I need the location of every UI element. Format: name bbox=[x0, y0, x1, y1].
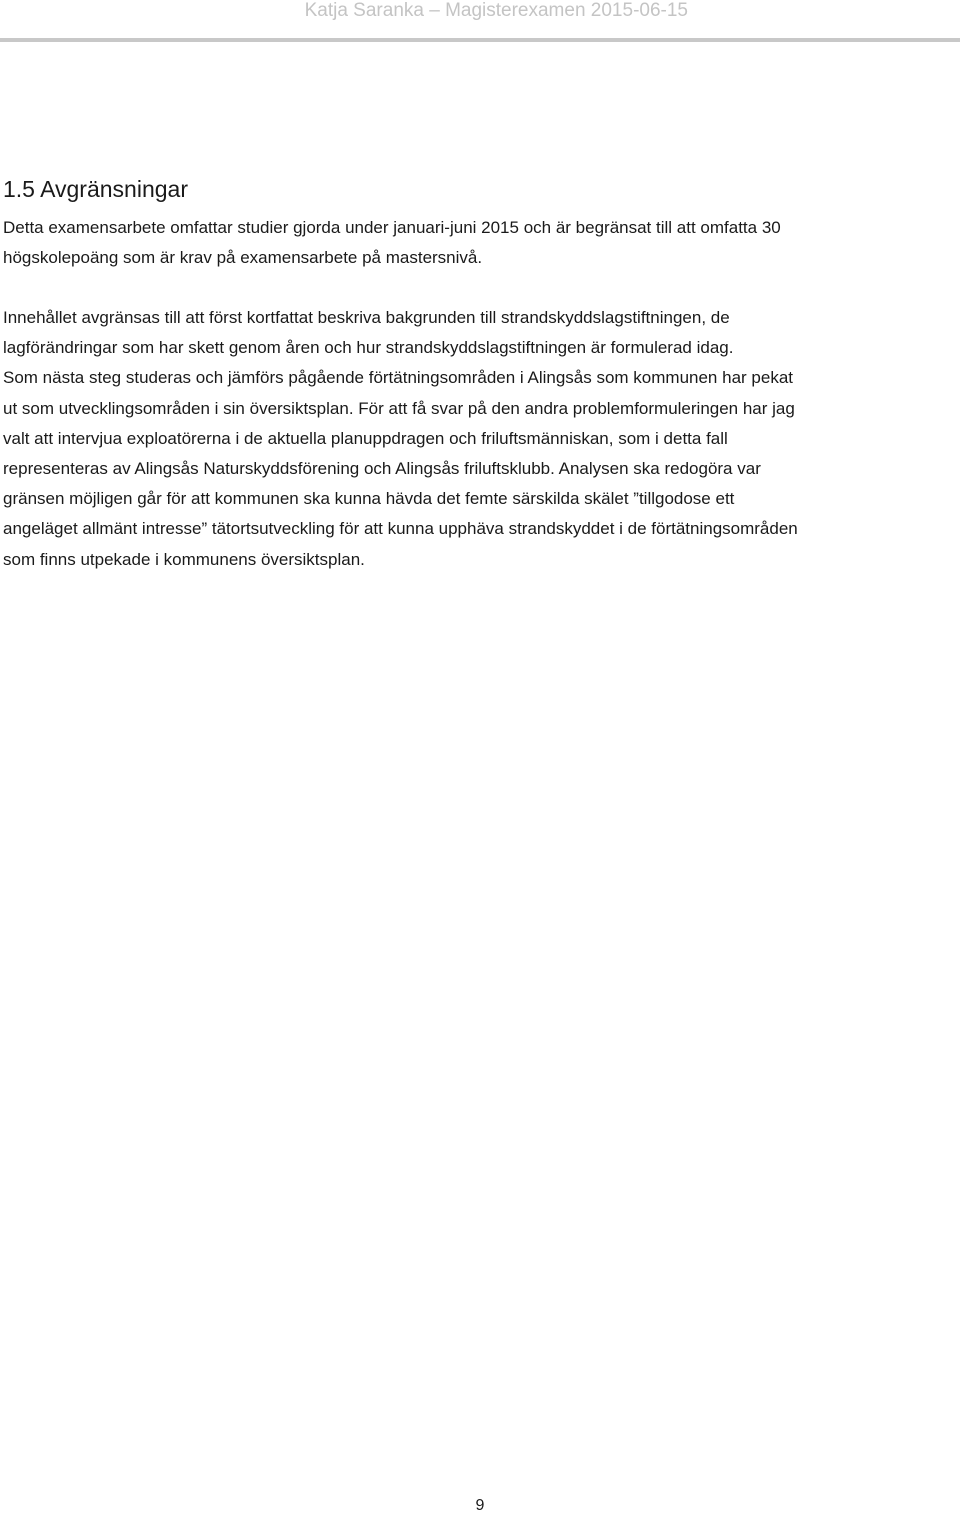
paragraph-line: representeras av Alingsås Naturskyddsförening och Alingsås friluftsklubb. Analysen ska redogöra var bbox=[3, 459, 761, 479]
paragraph-line: som finns utpekade i kommunens översiktsplan. bbox=[3, 549, 365, 569]
page-header bbox=[0, 0, 960, 44]
paragraph-line: högskolepoäng som är krav på examensarbete på mastersnivå. bbox=[3, 248, 483, 268]
paragraph-line: angeläget allmänt intresse” tätortsutveckling för att kunna upphäva strandskyddet i de förtätningsområden bbox=[3, 519, 798, 539]
paragraph-line: gränsen möjligen går för att kommunen ska kunna hävda det femte särskilda skälet ”tillgodose ett bbox=[3, 489, 735, 509]
page-number: 9 bbox=[475, 1497, 485, 1514]
paragraph-2 bbox=[3, 303, 957, 575]
paragraph-line: Som nästa steg studeras och jämförs pågående förtätningsområden i Alingsås som kommunen har pekat bbox=[3, 368, 793, 388]
paragraph-line: Detta examensarbete omfattar studier gjorda under januari-juni 2015 och är begränsat till att omfatta 30 bbox=[3, 218, 781, 237]
paragraph-line: Innehållet avgränsas till att först kortfattat beskriva bakgrunden till strandskyddslagstiftningen, de bbox=[3, 308, 730, 327]
paragraph-line: ut som utvecklingsområden i sin översiktsplan. För att få svar på den andra problemformuleringen har jag bbox=[3, 398, 795, 418]
paragraph-1 bbox=[3, 213, 957, 273]
paragraph-line: lagförändringar som har skett genom åren och hur strandskyddslagstiftningen är formulerad idag. bbox=[3, 338, 734, 358]
paragraph-line: valt att intervjua exploatörerna i de aktuella planuppdragen och friluftsmänniskan, som i detta fall bbox=[3, 428, 728, 448]
section-heading: 1.5 Avgränsningar bbox=[3, 176, 188, 202]
header-rule bbox=[0, 38, 960, 42]
running-header: Katja Saranka – Magisterexamen 2015-06-15 bbox=[304, 0, 688, 21]
